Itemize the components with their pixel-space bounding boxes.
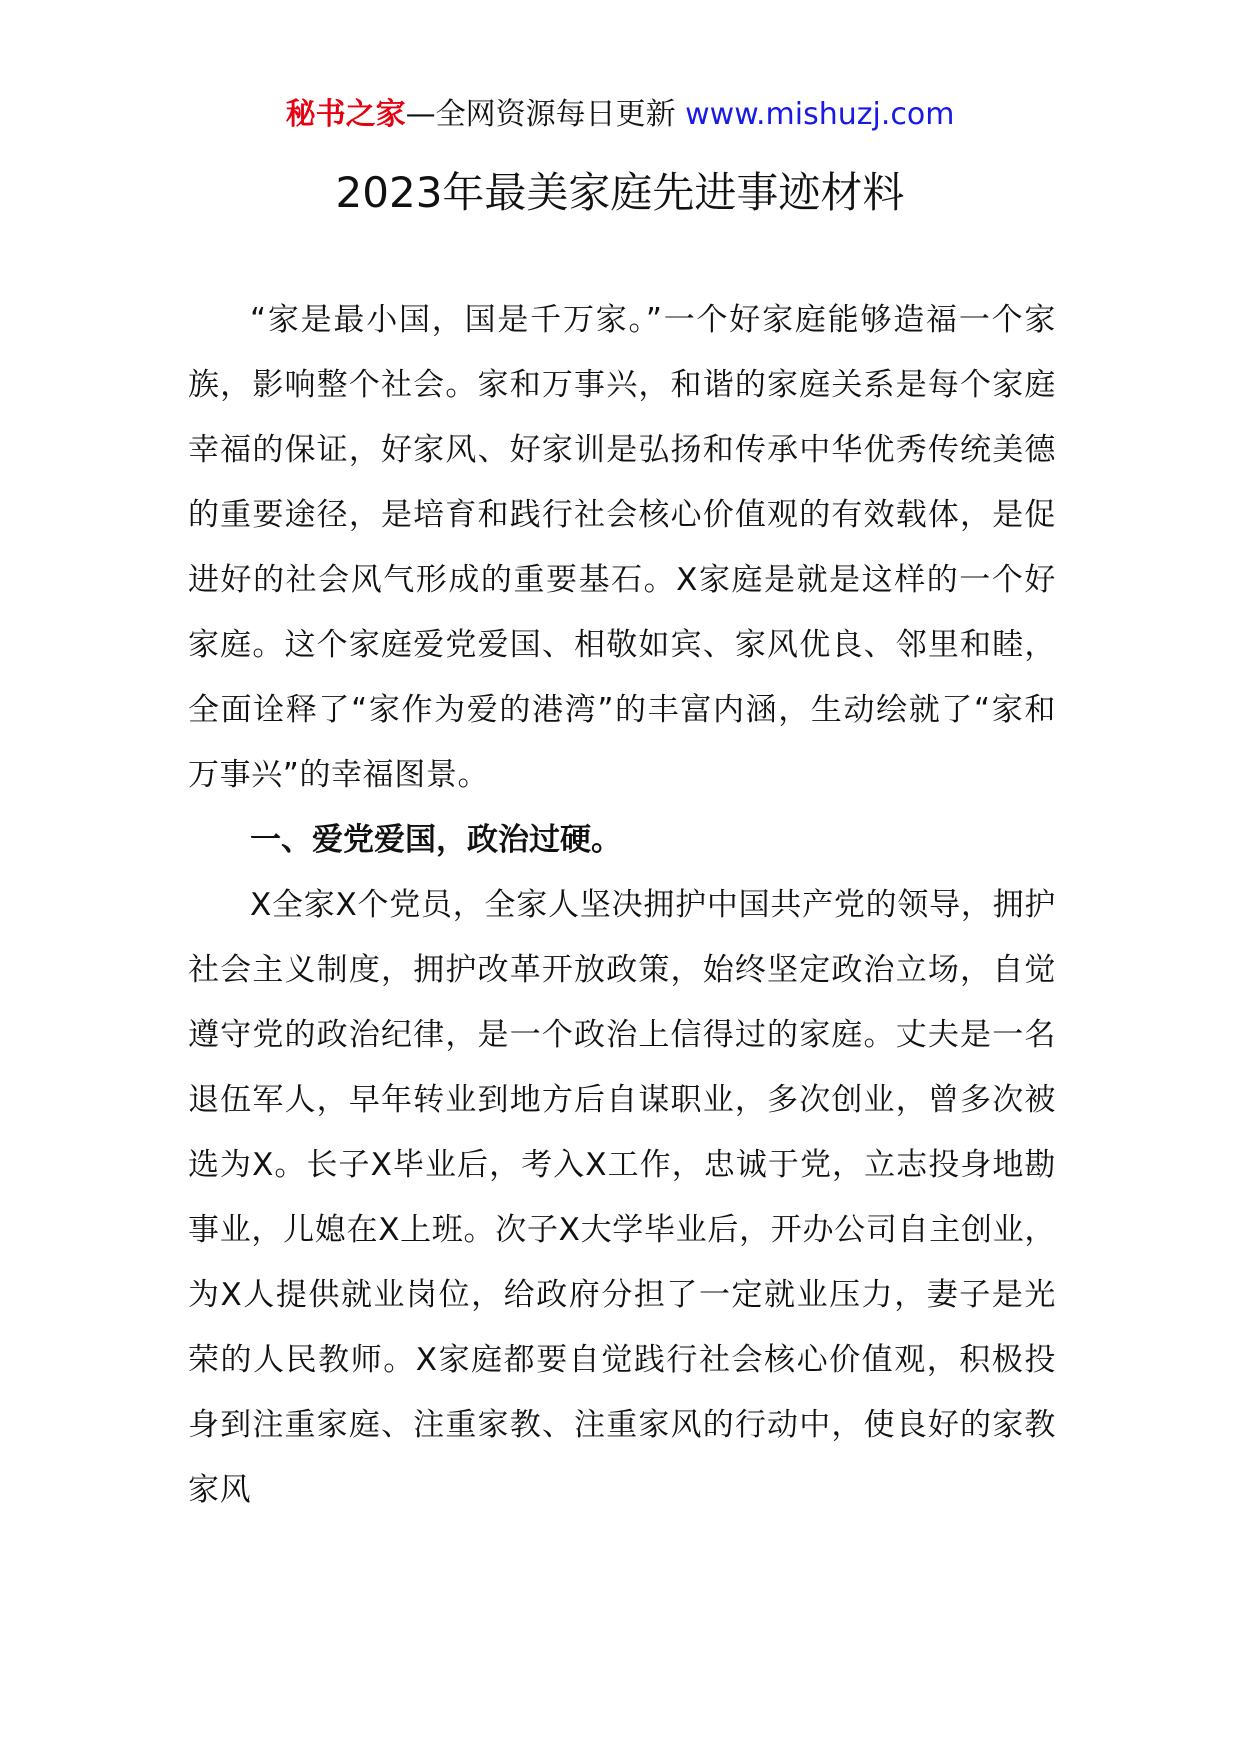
intro-paragraph: “家是最小国，国是千万家。”一个好家庭能够造福一个家族，影响整个社会。家和万事兴，和谐的家庭关系是每个家庭幸福的保证，好家风、好家训是弘扬和传承中华优秀传统美德的重要途径，是培育和践行社会核心价值观的有效载体，是促进好的社会风气形成的重要基石。X家庭是就是这样的一个好家庭。这个家庭爱党爱国、相敬如宾、家风优良、邻里和睦，全面诠释了“家作为爱的港湾”的丰富内涵，生动绘就了“家和万事兴”的幸福图景。 bbox=[188, 302, 1056, 793]
site-tagline: —全网资源每日更新 bbox=[405, 97, 686, 132]
site-header bbox=[0, 95, 1240, 135]
document-title: 2023年最美家庭先进事迹材料 bbox=[335, 168, 905, 217]
site-url-link[interactable]: www.mishuzj.com bbox=[685, 97, 955, 132]
section-heading-1: 一、爱党爱国，政治过硬。 bbox=[250, 822, 622, 858]
document-body bbox=[188, 288, 1056, 1523]
site-brand: 秘书之家 bbox=[285, 97, 406, 132]
section-1-paragraph: X全家X个党员，全家人坚决拥护中国共产党的领导，拥护社会主义制度，拥护改革开放政策，始终坚定政治立场，自觉遵守党的政治纪律，是一个政治上信得过的家庭。丈夫是一名退伍军人，早年转业到地方后自谋职业，多次创业，曾多次被选为X。长子X毕业后，考入X工作，忠诚于党，立志投身地勘事业，儿媳在X上班。次子X大学毕业后，开办公司自主创业，为X人提供就业岗位，给政府分担了一定就业压力，妻子是光荣的人民教师。X家庭都要自觉践行社会核心价值观，积极投身到注重家庭、注重家教、注重家风的行动中，使良好的家教家风 bbox=[188, 887, 1056, 1508]
